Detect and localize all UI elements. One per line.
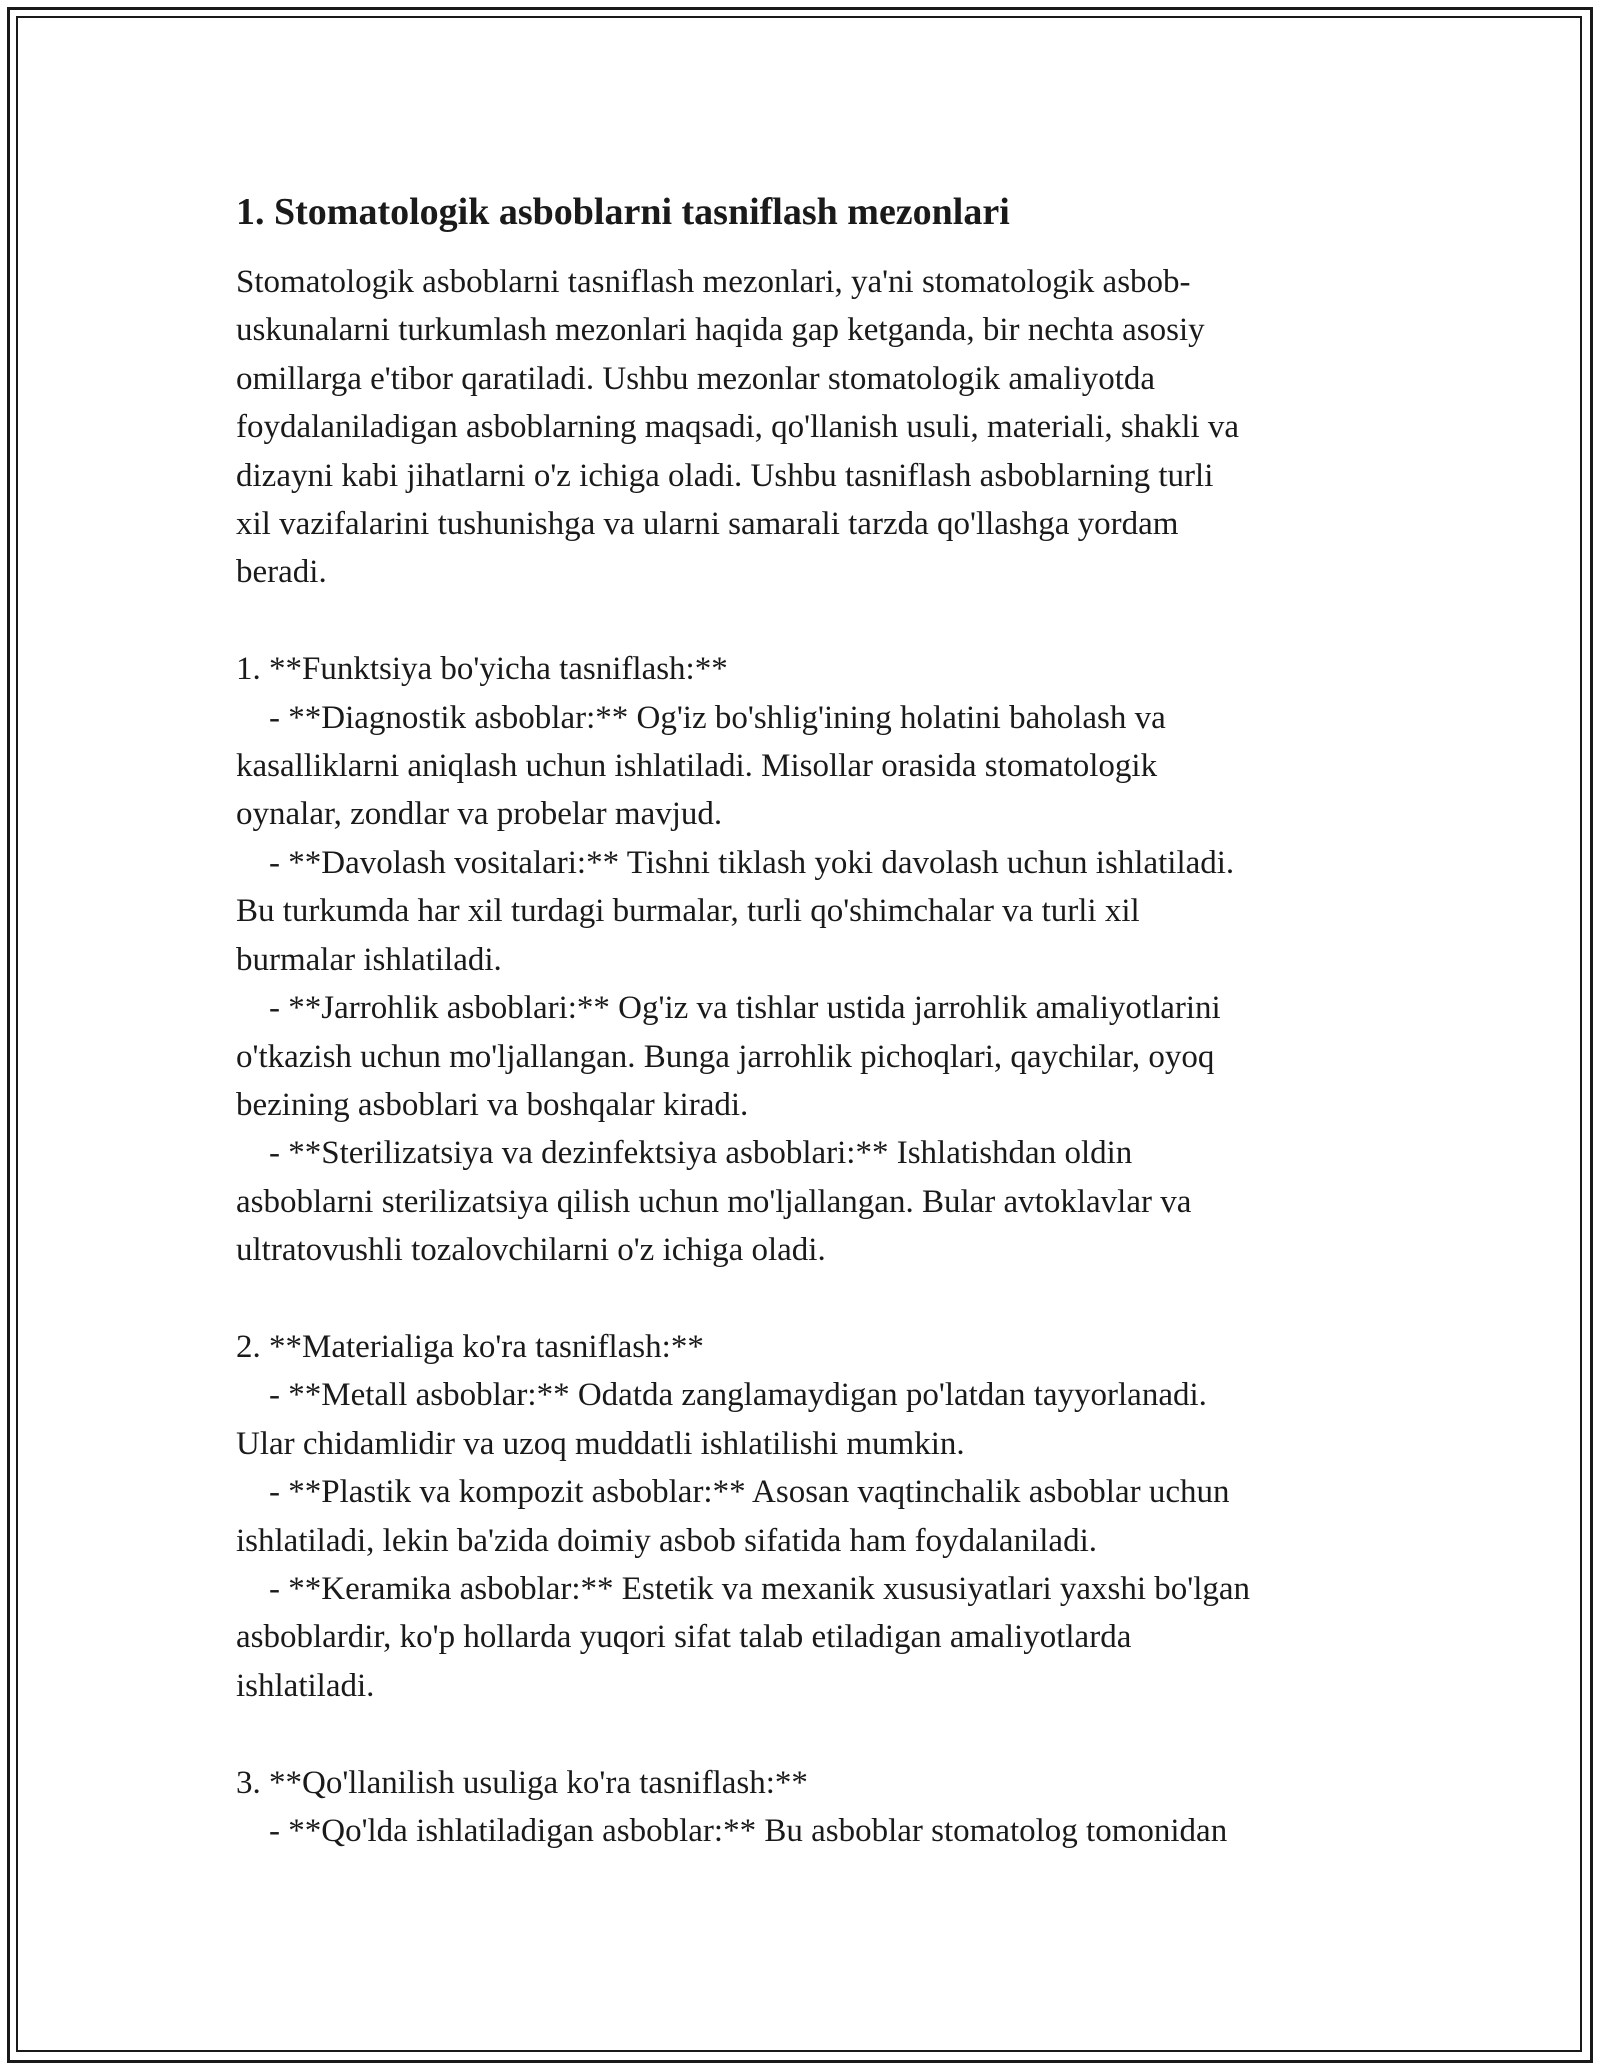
body-text: Stomatologik asboblarni tasniflash mezonlari, ya'ni stomatologik asbob- uskunalarni turkumlash mezonlari haqida gap ketganda, bir nechta asosiy omillarga e'tibor qaratiladi. Ushbu mezonlar stomatologik amaliyotda foydalaniladigan asboblarning maqsadi, qo'llanish usuli, materiali, shakli va dizayni kabi jihatlarni o'z ichiga oladi. Ushbu tasniflash asboblarning turli xil vazifalarini tushunishga va ularni samarali tarzda qo'llashga yordam beradi. 1. **Funktsiya bo'yicha tasniflash:** - **Diagnostik asboblar:** Og'iz bo'shlig'ining holatini baholash va kasalliklarni aniqlash uchun ishlatiladi. Misollar orasida stomatologik oynalar, zondlar va probelar mavjud. - **Davolash vositalari:** Tishni tiklash yoki davolash uchun ishlatiladi. Bu turkumda har xil turdagi burmalar, turli qo'shimchalar va turli xil burmalar ishlatiladi. - **Jarrohlik asboblari:** Og'iz va tishlar ustida jarrohlik amaliyotlarini o'tkazish uchun mo'ljallangan. Bunga jarrohlik pichoqlari, qaychilar, oyoq bezining asboblari va boshqalar kiradi. - **Sterilizatsiya va dezinfektsiya asboblari:** Ishlatishdan oldin asboblarni sterilizatsiya qilish uchun mo'ljallangan. Bular avtoklavlar va ultratovushli tozalovchilarni o'z ichiga oladi. 2. **Materialiga ko'ra tasniflash:** - **Metall asboblar:** Odatda zanglamaydigan po'latdan tayyorlanadi. Ular chidamlidir va uzoq muddatli ishlatilishi mumkin. - **Plastik va kompozit asboblar:** Asosan vaqtinchalik asboblar uchun ishlatiladi, lekin ba'zida doimiy asbob sifatida ham foydalaniladi. - **Keramika asboblar:** Estetik va mexanik xususiyatlari yaxshi bo'lgan asboblardir, ko'p hollarda yuqori sifat talab etiladigan amaliyotlarda ishlatiladi. 3. **Qo'llanilish usuliga ko'ra tasniflash:** - **Qo'lda ishlatiladigan asboblar:** Bu asboblar stomatolog tomonidan [236,264,1251,1849]
document-content [236,186,1366,1855]
section-heading: 1. Stomatologik asboblarni tasniflash mezonlari [236,191,1010,233]
